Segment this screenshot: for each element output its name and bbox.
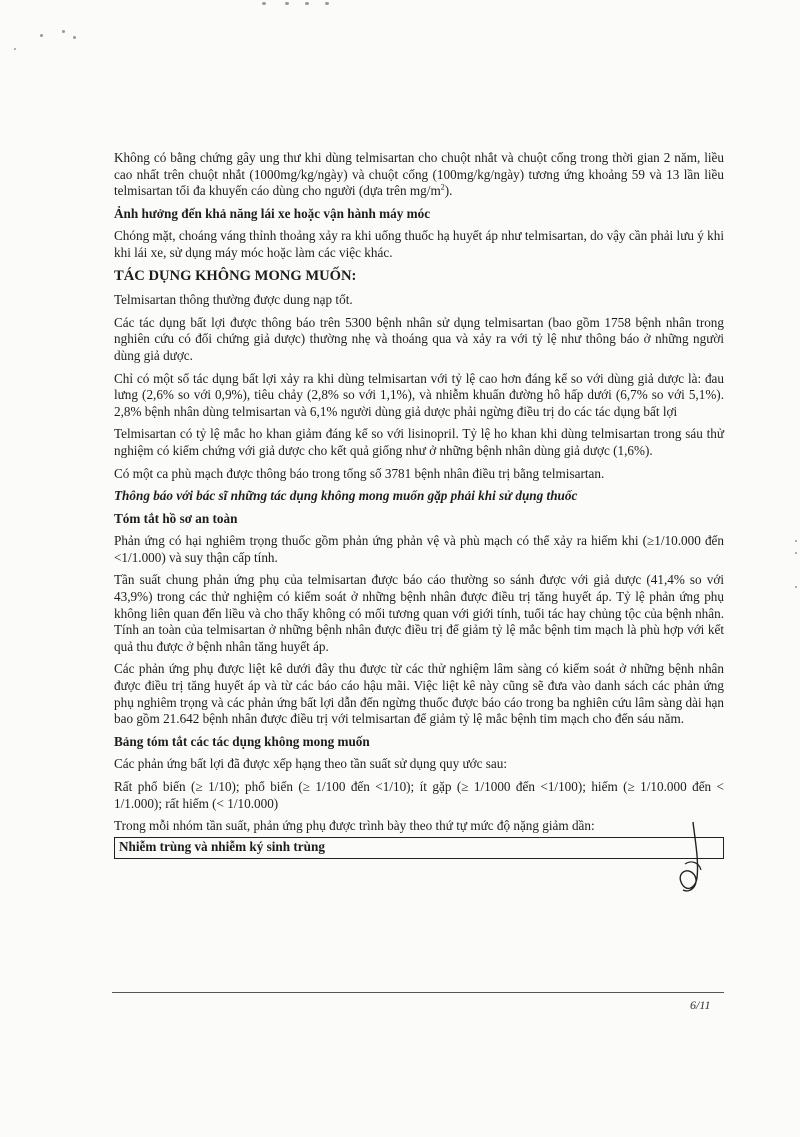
paragraph-angioedema: Có một ca phù mạch được thông báo trong tổng số 3781 bệnh nhân điều trị bằng telmisartan. [114,465,605,481]
paragraph-frequency-definitions: Rất phổ biến (≥ 1/10); phổ biến (≥ 1/100 đến <1/10); ít gặp (≥ 1/1000 đến <1/100); hiếm (≥ 1/10.000 đến < 1/1.000); rất hiếm (< 1/10.000) [114,779,724,811]
scan-speck [262,2,266,5]
footer-divider [112,992,724,993]
scan-speck [795,540,797,542]
paragraph-driving: Chóng mặt, choáng váng thỉnh thoảng xảy ra khi uống thuốc hạ huyết áp như telmisartan, do vậy cần phải lưu ý khi khi lái xe, sử dụng máy móc hoặc làm các việc khác. [114,228,724,260]
scan-speck [305,2,309,5]
paragraph-ranking-convention: Các phản ứng bất lợi đã được xếp hạng theo tần suất sử dụng quy ước sau: [114,756,508,772]
heading-safety-summary: Tóm tắt hồ sơ an toàn [114,510,238,526]
heading-notify-doctor: Thông báo với bác sĩ những tác dụng không mong muốn gặp phải khi sử dụng thuốc [114,488,578,504]
paragraph-significant-effects: Chỉ có một số tác dụng bất lợi xảy ra khi dùng telmisartan với tỷ lệ cao hơn đáng kể so với dùng giả dược là: đau lưng (2,6% so với 0,9%), tiêu chảy (2,8% so với 1,1%), và nhiễm khuẩn đường hô hấp dưới (6,7% so với 5,1%). 2,8% bệnh nhân dùng telmisartan và 6,1% người dùng giả dược phải ngừng điều trị do các tác dụng bất lợi [114,370,724,419]
paragraph-carcinogenicity: Không có bằng chứng gây ung thư khi dùng telmisartan cho chuột nhắt và chuột cống trong thời gian 2 năm, liều cao nhất trên chuột nhắt (1000mg/kg/ngày) và chuột cống (100mg/kg/ngày) tương ứng khoảng 59 và 13 lần liều telmisartan tối đa khuyến cáo dùng cho người (dựa trên $mg/m^2$). [114,150,724,199]
paragraph-overall-frequency: Tần suất chung phản ứng phụ của telmisartan được báo cáo thường so sánh được với giả dược (41,4% so với 43,9%) trong các thử nghiệm có kiểm soát ở những bệnh nhân được điều trị tăng huyết áp. Tỷ lệ phản ứng phụ không liên quan đến liều và cho thấy không có mối tương quan với giới tính, tuổi tác hay chủng tộc của bệnh nhân. Tính an toàn của telmisartan ở những bệnh nhân được điều trị để giảm tỷ lệ mắc bệnh tim mạch là phù hợp với kết quả thu được ở bệnh nhân tăng huyết áp. [114,572,724,654]
scan-speck [14,48,16,50]
paragraph-serious-reactions: Phản ứng có hại nghiêm trọng thuốc gồm phản ứng phản vệ và phù mạch có thể xảy ra hiếm khi (≥1/10.000 đến <1/1.000) và suy thận cấp tính. [114,533,724,565]
paragraph-listing-source: Các phản ứng phụ được liệt kê dưới đây thu được từ các thử nghiệm lâm sàng có kiểm soát ở những bệnh nhân được điều trị tăng huyết áp và từ các báo cáo hậu mãi. Việc liệt kê này cũng sẽ đưa vào danh sách các phản ứng phụ nghiêm trọng và các phản ứng bất lợi dẫn đến ngừng thuốc được báo cáo trong ba nghiên cứu lâm sàng dài hạn bao gồm 21.642 bệnh nhân được điều trị với telmisartan để giảm tỷ lệ mắc bệnh tim mạch cho đến sáu năm. [114,661,724,727]
paragraph-reported-effects: Các tác dụng bất lợi được thông báo trên 5300 bệnh nhân sử dụng telmisartan (bao gồm 1758 bệnh nhân trong nghiên cứu có đối chứng giả dược) thường nhẹ và thoáng qua và xảy ra với tỷ lệ như thông báo ở những người dùng giả dược. [114,314,724,363]
scan-speck [73,36,76,39]
scan-speck [795,552,797,554]
scan-speck [285,2,289,5]
paragraph-dry-cough: Telmisartan có tỷ lệ mắc ho khan giảm đáng kể so với lisinopril. Tỷ lệ ho khan khi dùng telmisartan trong sáu thử nghiệm có kiểm chứng với giả dược cho kết quả giống như ở những bệnh nhân dùng giả dược (1,6%). [114,426,724,458]
heading-driving-effects: Ảnh hưởng đến khả năng lái xe hoặc vận hành máy móc [114,205,431,221]
heading-adverse-effects: TÁC DỤNG KHÔNG MONG MUỐN: [114,267,357,284]
document-body [114,150,724,859]
paragraph-tolerance: Telmisartan thông thường được dung nạp tốt. [114,292,353,308]
paragraph-severity-order: Trong mỗi nhóm tần suất, phản ứng phụ được trình bày theo thứ tự mức độ nặng giảm dần: [114,818,595,834]
table-header-infections: Nhiễm trùng và nhiễm ký sinh trùng [114,837,724,860]
page-number: 6/11 [690,998,711,1012]
signature-mark [655,820,715,900]
scan-speck [795,586,797,588]
scan-speck [62,30,65,33]
heading-summary-table: Bảng tóm tắt các tác dụng không mong muốn [114,733,370,749]
scan-speck [40,34,43,37]
scan-speck [325,2,329,5]
